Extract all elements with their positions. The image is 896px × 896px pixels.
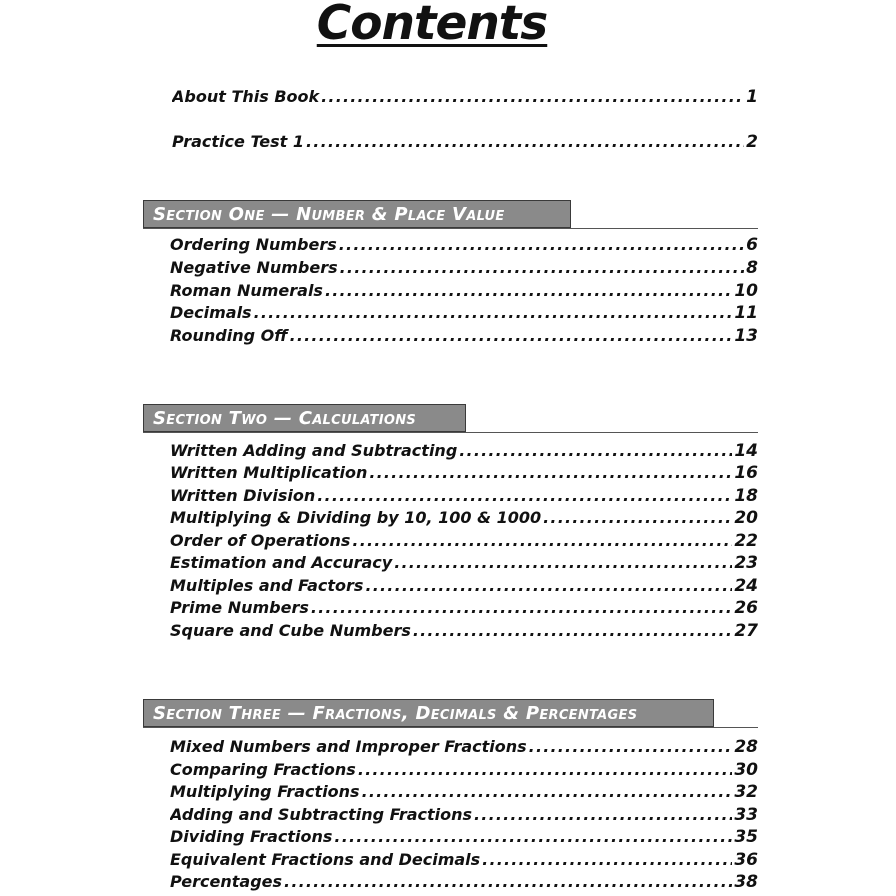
toc-entry-page: 28 <box>734 737 758 757</box>
toc-leader-dots <box>254 302 733 324</box>
toc-entry-page: 2 <box>746 132 758 152</box>
toc-entry-label: Dividing Fractions <box>170 827 333 846</box>
toc-leader-dots <box>358 759 733 781</box>
section-header: Section Three — Fractions, Decimals & Percentages <box>143 699 714 727</box>
page-title: Contents <box>316 0 548 51</box>
toc-entry <box>170 507 758 529</box>
toc-leader-dots <box>290 325 733 347</box>
section-rule <box>143 228 758 229</box>
toc-entry-page: 27 <box>734 621 758 641</box>
toc-entry-label: Comparing Fractions <box>170 760 356 779</box>
toc-leader-dots <box>459 440 732 462</box>
toc-entry <box>170 871 758 893</box>
section-rule <box>143 727 758 728</box>
toc-entry-label: Mixed Numbers and Improper Fractions <box>170 737 527 756</box>
toc-entry-label: Written Adding and Subtracting <box>170 441 458 460</box>
toc-entry-page: 26 <box>734 598 758 618</box>
section-rule <box>143 432 758 433</box>
toc-entry-page: 36 <box>734 850 758 870</box>
toc-entry-label: Adding and Subtracting Fractions <box>170 805 473 824</box>
toc-entry <box>170 575 758 597</box>
toc-leader-dots <box>325 280 732 302</box>
toc-leader-dots <box>306 131 744 153</box>
section-header: Section Two — Calculations <box>143 404 466 432</box>
toc-entry-page: 38 <box>734 872 758 892</box>
toc-entry <box>170 325 758 347</box>
toc-entry <box>170 620 758 642</box>
toc-entry-label: Ordering Numbers <box>170 235 337 254</box>
toc-entry-label: Rounding Off <box>170 326 288 345</box>
toc-entry <box>170 736 758 758</box>
toc-leader-dots <box>365 575 732 597</box>
toc-entry-label: Prime Numbers <box>170 598 309 617</box>
toc-leader-dots <box>369 462 732 484</box>
toc-entry-label: Multiplying Fractions <box>170 782 360 801</box>
toc-entry-page: 20 <box>734 508 758 528</box>
toc-entry-label: Negative Numbers <box>170 258 338 277</box>
toc-entry-label: Decimals <box>170 303 252 322</box>
toc-entry <box>170 280 758 302</box>
toc-entry-page: 22 <box>734 531 758 551</box>
toc-entry-page: 6 <box>746 235 758 255</box>
toc-entry-label: Estimation and Accuracy <box>170 553 393 572</box>
toc-entry <box>172 131 758 153</box>
toc-entry <box>170 530 758 552</box>
section-header: Section One — Number & Place Value <box>143 200 571 228</box>
toc-entry <box>170 440 758 462</box>
toc-entry-label: Written Division <box>170 486 316 505</box>
toc-entry-page: 8 <box>746 258 758 278</box>
toc-leader-dots <box>334 826 732 848</box>
toc-leader-dots <box>352 530 732 552</box>
toc-entry-page: 10 <box>734 281 758 301</box>
toc-entry-page: 24 <box>734 576 758 596</box>
toc-leader-dots <box>362 781 733 803</box>
toc-leader-dots <box>321 86 744 108</box>
toc-entry <box>170 781 758 803</box>
toc-entry <box>170 234 758 256</box>
toc-leader-dots <box>413 620 732 642</box>
toc-entry <box>170 826 758 848</box>
toc-leader-dots <box>543 507 732 529</box>
toc-entry-page: 35 <box>734 827 758 847</box>
toc-entry-page: 33 <box>734 805 758 825</box>
toc-entry <box>170 597 758 619</box>
toc-leader-dots <box>474 804 732 826</box>
toc-entry <box>170 485 758 507</box>
toc-entry-page: 13 <box>734 326 758 346</box>
toc-entry <box>172 86 758 108</box>
toc-entry-label: Multiples and Factors <box>170 576 364 595</box>
toc-entry-label: Order of Operations <box>170 531 351 550</box>
toc-entry-label: Percentages <box>170 872 283 891</box>
toc-leader-dots <box>317 485 732 507</box>
toc-entry-label: Practice Test 1 <box>172 132 305 151</box>
toc-leader-dots <box>482 849 732 871</box>
toc-leader-dots <box>340 257 745 279</box>
toc-entry-page: 11 <box>734 303 758 323</box>
toc-entry-page: 14 <box>734 441 758 461</box>
toc-entry <box>170 804 758 826</box>
toc-entry-page: 18 <box>734 486 758 506</box>
toc-entry <box>170 302 758 324</box>
toc-entry <box>170 849 758 871</box>
toc-entry-label: Multiplying & Dividing by 10, 100 & 1000 <box>170 508 542 527</box>
toc-entry-page: 32 <box>734 782 758 802</box>
toc-leader-dots <box>394 552 732 574</box>
toc-entry-label: Square and Cube Numbers <box>170 621 411 640</box>
toc-entry <box>170 552 758 574</box>
toc-entry-label: Roman Numerals <box>170 281 323 300</box>
toc-entry-label: About This Book <box>172 87 320 106</box>
toc-leader-dots <box>311 597 732 619</box>
toc-entry-page: 16 <box>734 463 758 483</box>
toc-entry-label: Written Multiplication <box>170 463 368 482</box>
toc-entry-page: 1 <box>746 87 758 107</box>
toc-entry-page: 23 <box>734 553 758 573</box>
toc-entry <box>170 257 758 279</box>
toc-entry-label: Equivalent Fractions and Decimals <box>170 850 481 869</box>
toc-entry <box>170 462 758 484</box>
toc-leader-dots <box>339 234 744 256</box>
toc-entry-page: 30 <box>734 760 758 780</box>
toc-leader-dots <box>284 871 732 893</box>
toc-entry <box>170 759 758 781</box>
toc-leader-dots <box>529 736 733 758</box>
